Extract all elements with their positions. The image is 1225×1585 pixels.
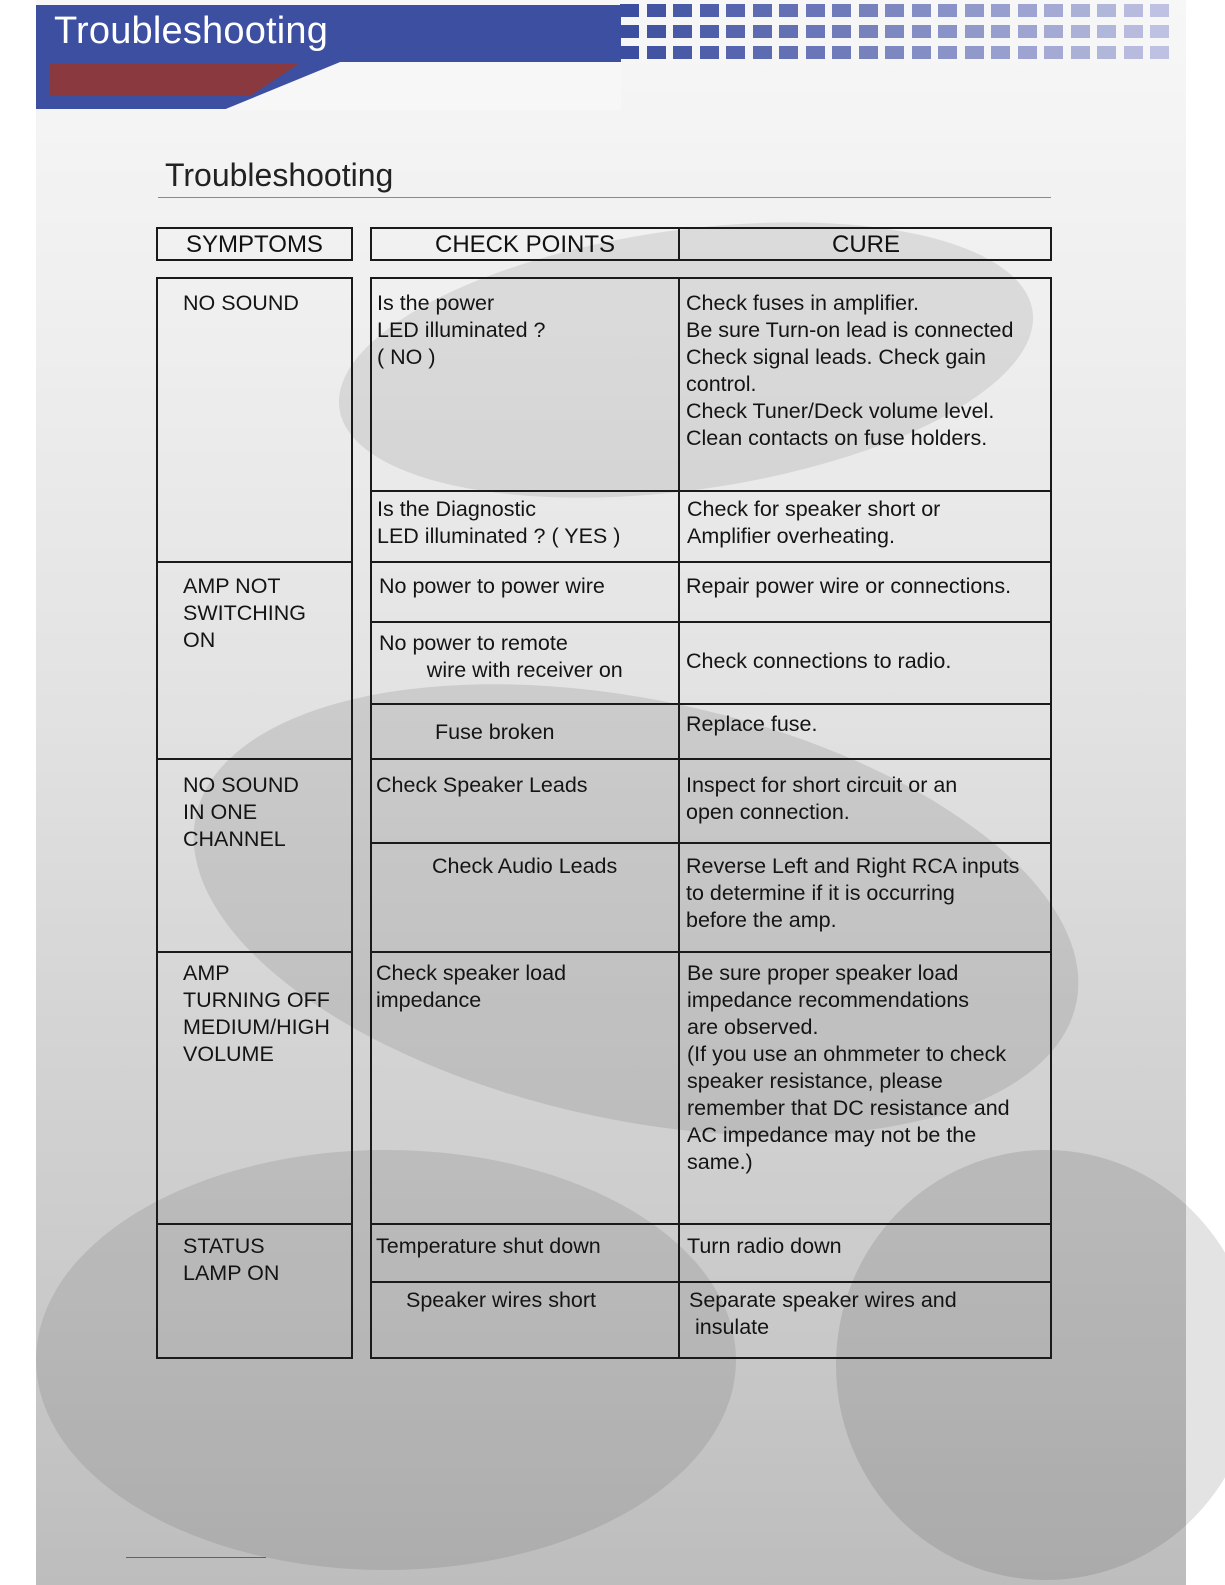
decorative-square [859,25,878,38]
symptom-cell: AMP NOT SWITCHING ON [183,574,307,652]
decorative-square [1124,4,1143,17]
decorative-square [726,25,745,38]
decorative-square [779,46,798,59]
section-title: Troubleshooting [165,157,394,193]
decorative-square [673,4,692,17]
symptom-separator [156,951,353,953]
row-separator [370,561,1052,563]
decorative-square [753,46,772,59]
cure-cell: Separate speaker wires and insulate [689,1288,957,1339]
cure-cell: Reverse Left and Right RCA inputs to determine if it is occurring before the amp. [686,854,1020,932]
check-point-cell: Fuse broken [435,720,555,744]
decorative-square [965,46,984,59]
decorative-square [1018,46,1037,59]
decorative-square [806,4,825,17]
decorative-square [832,4,851,17]
cure-column-header: CURE [831,231,900,258]
decorative-square [647,46,666,59]
decorative-square [700,4,719,17]
symptom-cell: AMP TURNING OFF MEDIUM/HIGH VOLUME [183,961,330,1066]
check-point-cell: Is the Diagnostic LED illuminated ? ( YES ) [377,497,621,548]
row-separator [370,842,1052,844]
decorative-square [1018,25,1037,38]
decorative-square [806,25,825,38]
decorative-square [753,4,772,17]
decorative-square [991,25,1010,38]
check-point-cell: No power to power wire [379,574,605,598]
decorative-square [938,46,957,59]
decorative-square [1124,25,1143,38]
decorative-square [885,46,904,59]
decorative-square [700,25,719,38]
symptom-cell: NO SOUND [183,291,299,315]
decorative-square [1097,25,1116,38]
decorative-square [991,4,1010,17]
checkpoints-column-header: CHECK POINTS [434,231,616,258]
decorative-square [620,25,639,38]
row-separator [370,951,1052,953]
decorative-square [832,25,851,38]
decorative-square [1044,25,1063,38]
decorative-square [885,25,904,38]
decorative-square [806,46,825,59]
decorative-square [620,46,639,59]
decorative-square [779,25,798,38]
decorative-square [1044,46,1063,59]
cure-cell: Inspect for short circuit or an open connection. [686,773,958,824]
decorative-square [1018,4,1037,17]
decorative-square [859,46,878,59]
decorative-square [1071,4,1090,17]
decorative-square [647,4,666,17]
decorative-square [965,4,984,17]
decorative-square [912,4,931,17]
decorative-square [779,4,798,17]
section-divider [158,197,1051,198]
row-separator [370,490,1052,492]
decorative-square [1097,4,1116,17]
decorative-square [938,25,957,38]
check-point-cell: Check Audio Leads [432,854,618,878]
decorative-square [938,4,957,17]
decorative-square [859,4,878,17]
decorative-square [620,4,639,17]
decorative-square [1150,46,1169,59]
header-title: Troubleshooting [54,10,329,52]
decorative-square [753,25,772,38]
decorative-square [912,25,931,38]
decorative-square [965,25,984,38]
row-separator [370,1281,1052,1283]
decorative-square [1071,25,1090,38]
bottom-link-line [126,1557,266,1558]
symptom-cell: STATUS LAMP ON [183,1234,280,1285]
symptom-separator [156,561,353,563]
decorative-square [1150,25,1169,38]
decorative-square-grid [620,4,1180,64]
cure-cell: Check for speaker short or Amplifier overheating. [687,497,941,548]
decorative-square [1124,46,1143,59]
row-separator [370,1223,1052,1225]
symptoms-column-header: SYMPTOMS [186,231,323,258]
check-point-cell: Temperature shut down [376,1234,601,1258]
decorative-square [1071,46,1090,59]
symptom-separator [156,1223,353,1225]
cure-cell: Repair power wire or connections. [686,574,1012,598]
decorative-square [1097,46,1116,59]
check-point-cell: No power to remote wire with receiver on [379,631,623,682]
check-point-cell: Check speaker load impedance [376,961,567,1012]
check-point-cell: Speaker wires short [406,1288,596,1312]
check-cure-divider [678,277,680,1359]
row-separator [370,758,1052,760]
check-point-cell: Is the power LED illuminated ? ( NO ) [377,291,546,369]
decorative-square [673,46,692,59]
decorative-square [726,4,745,17]
row-separator [370,621,1052,623]
decorative-square [726,46,745,59]
decorative-square [991,46,1010,59]
cure-cell: Check connections to radio. [686,649,952,673]
cure-cell: Turn radio down [687,1234,842,1258]
decorative-square [912,46,931,59]
check-point-cell: Check Speaker Leads [376,773,588,797]
decorative-square [673,25,692,38]
decorative-square [832,46,851,59]
decorative-square [885,4,904,17]
decorative-square [647,25,666,38]
decorative-square [700,46,719,59]
decorative-square [1150,4,1169,17]
row-separator [370,703,1052,705]
cure-cell: Replace fuse. [686,712,818,736]
symptom-separator [156,758,353,760]
cure-cell: Be sure proper speaker load impedance recommendations are observed. (If you use an ohmmeter to check speaker resistance, please remember that DC resistance and AC impedance may not be the same.) [687,961,1010,1174]
cure-cell: Check fuses in amplifier. Be sure Turn-on lead is connected Check signal leads. Check gain control. Check Tuner/Deck volume level. Clean contacts on fuse holders. [686,291,1014,450]
decorative-square [1044,4,1063,17]
symptom-cell: NO SOUND IN ONE CHANNEL [183,773,299,851]
